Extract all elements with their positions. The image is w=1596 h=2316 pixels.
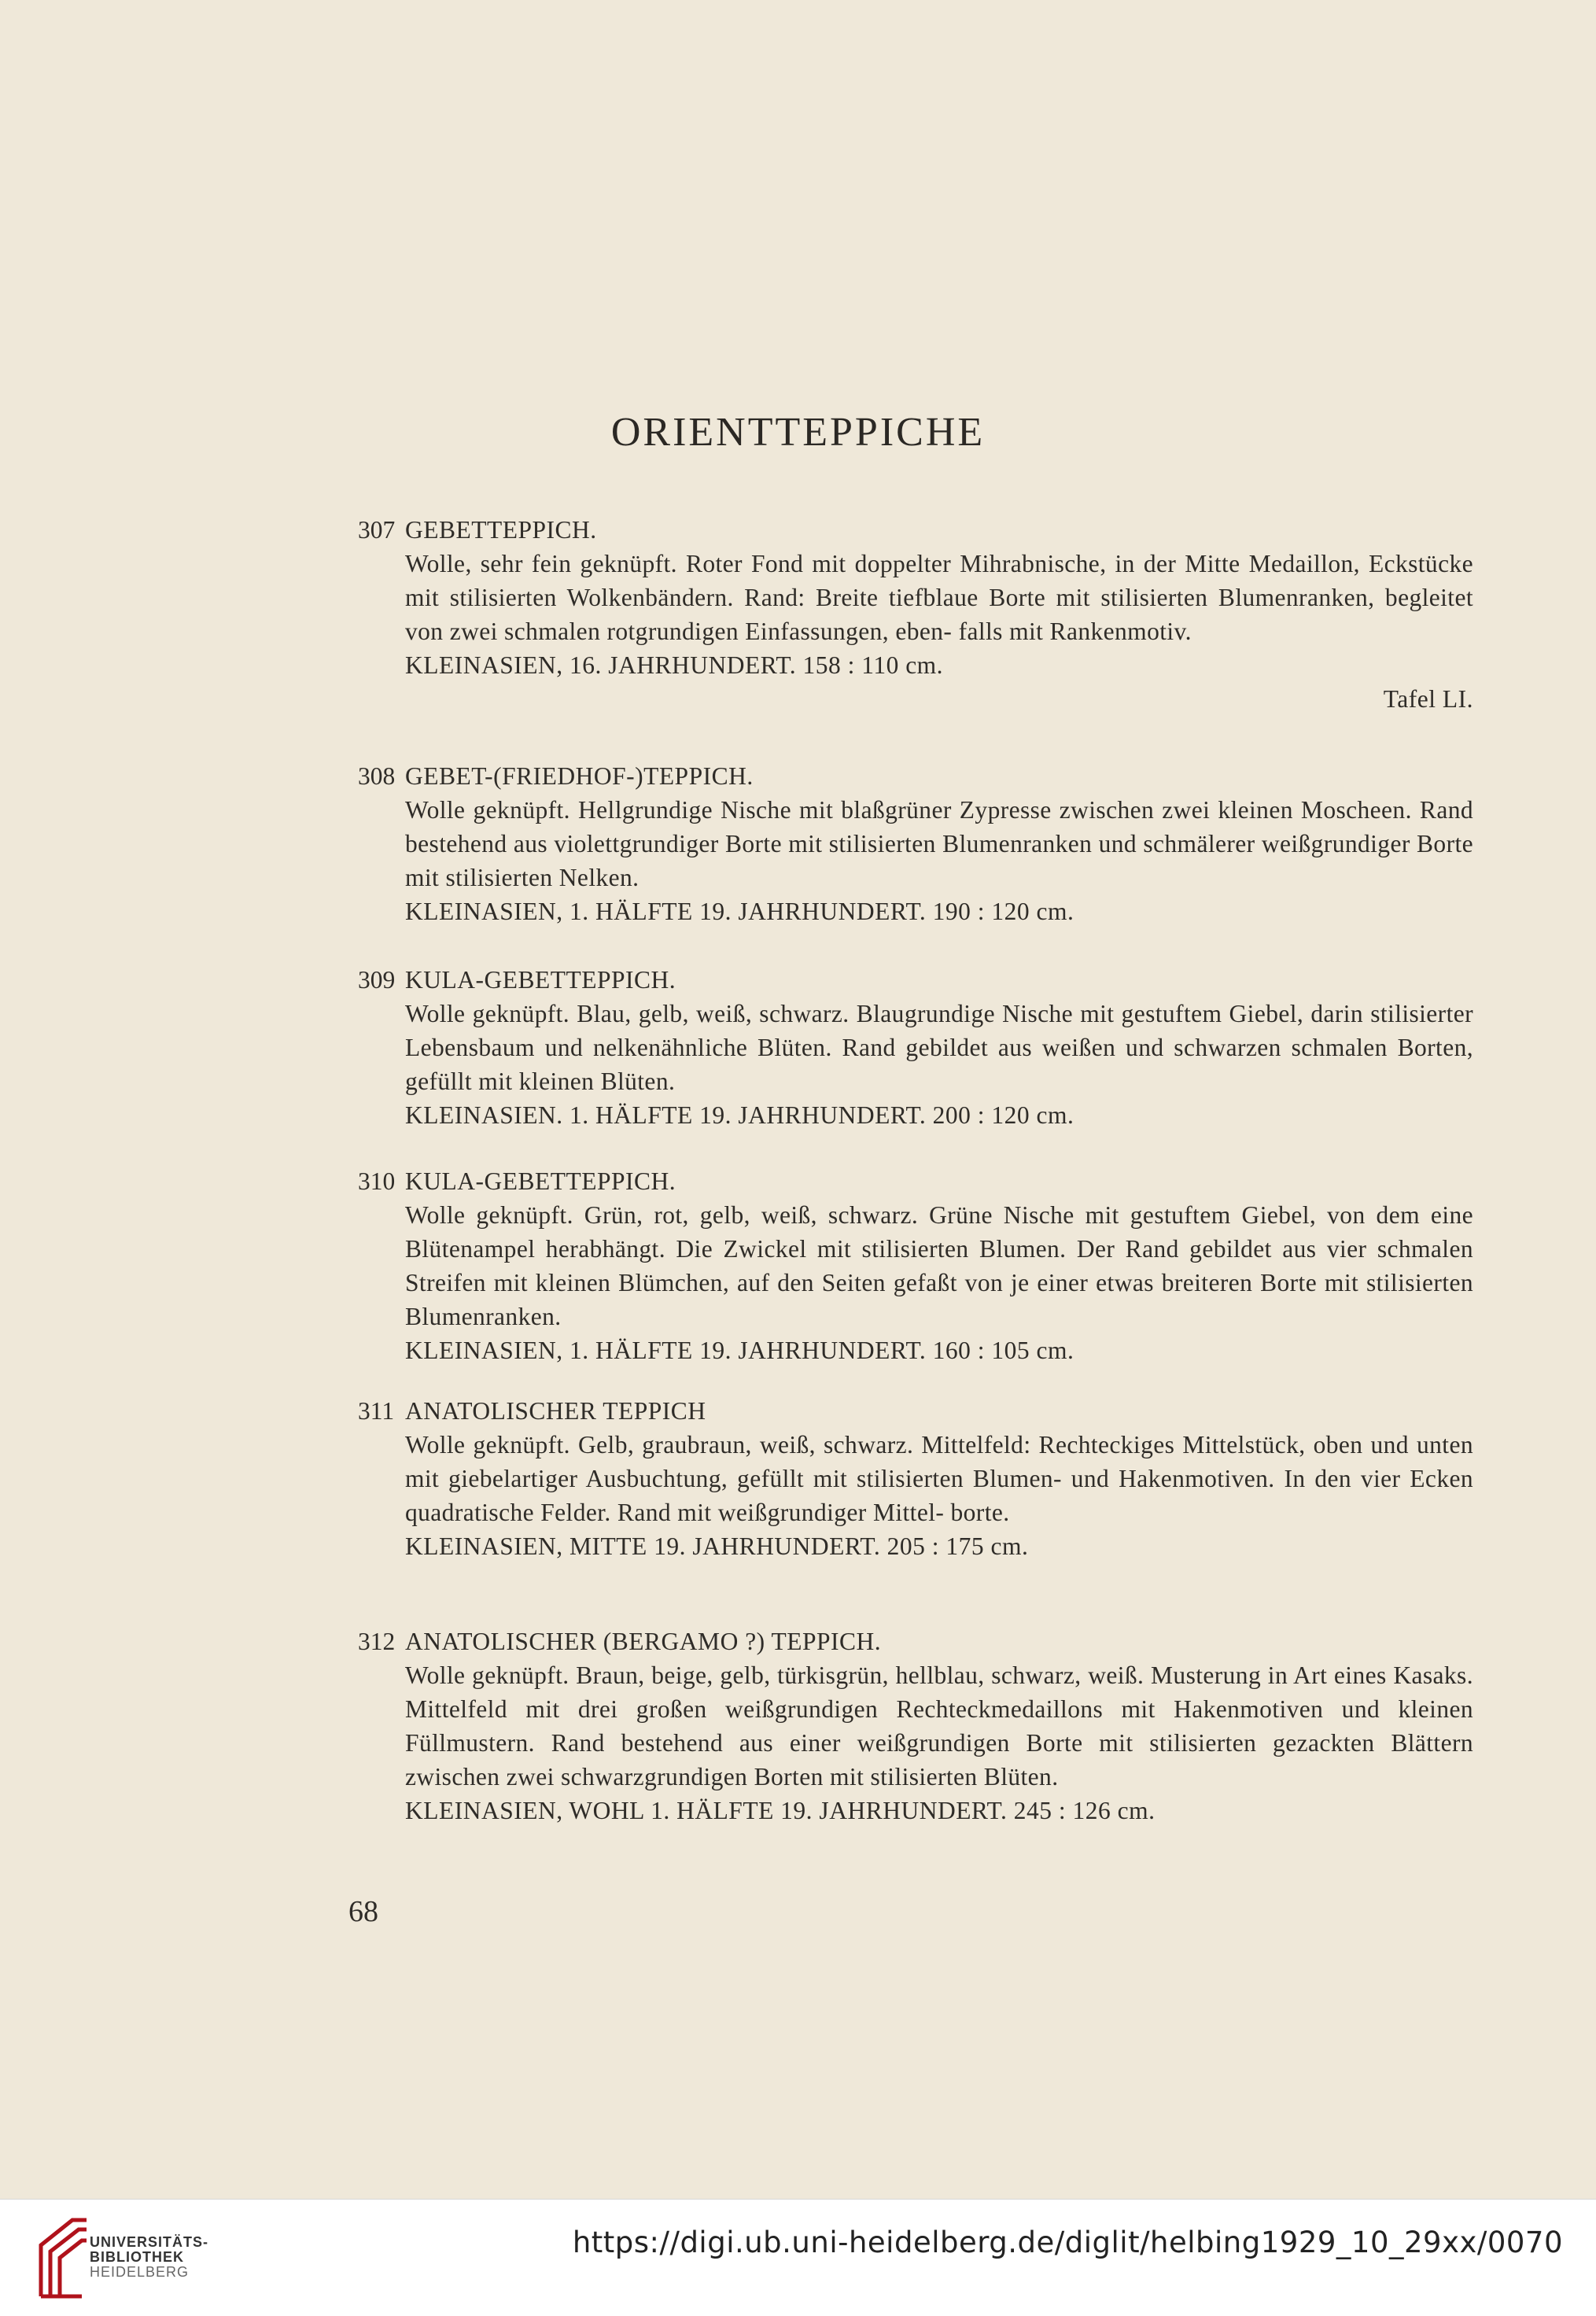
entry-origin: KLEINASIEN, 1. HÄLFTE 19. JAHRHUNDERT. 160 : 105 cm.: [405, 1337, 1074, 1364]
entry-heading: [358, 963, 1473, 997]
entry-number: 309: [358, 966, 396, 994]
entry-description: Wolle geknüpft. Gelb, graubraun, weiß, schwarz. Mittelfeld: Rechteckiges Mittelstück, oben und unten mit giebelartiger Ausbuchtung, gefüllt mit stilisierten Blumen- und Hakenmotiven. In den vier Ecken quadratische Felder. Rand mit weißgrundiger Mittel- borte.: [405, 1431, 1473, 1526]
entry-origin: KLEINASIEN, MITTE 19. JAHRHUNDERT. 205 : 175 cm.: [405, 1532, 1029, 1560]
entry-number: 308: [358, 762, 396, 790]
entry-origin: KLEINASIEN, 1. HÄLFTE 19. JAHRHUNDERT. 190 : 120 cm.: [405, 898, 1074, 925]
page-title: ORIENTTEPPICHE: [610, 410, 986, 455]
catalog-entry: [358, 513, 1473, 716]
catalog-entry: [358, 963, 1473, 1132]
entry-title: KULA-GEBETTEPPICH.: [405, 966, 676, 994]
entry-description: Wolle geknüpft. Braun, beige, gelb, türkisgrün, hellblau, schwarz, weiß. Musterung in Art eines Kasaks. Mittelfeld mit drei großen weißgrundigen Rechteckmedaillons mit Hakenmotiven und kleinen Füllmustern. Rand bestehend aus einer weißgrundigen Borte mit stilisierten gezackten Blättern zwischen zwei schwarzgrundigen Borten mit stilisierten Blüten.: [405, 1661, 1473, 1790]
library-name-line: BIBLIOTHEK: [90, 2249, 184, 2265]
viewer-footer: [0, 2199, 1596, 2316]
entry-title: ANATOLISCHER (BERGAMO ?) TEPPICH.: [405, 1628, 882, 1655]
entry-description: Wolle geknüpft. Blau, gelb, weiß, schwarz. Blaugrundige Nische mit gestuftem Giebel, darin stilisierter Lebensbaum und nelkenähnliche Blüten. Rand gebildet aus weißen und schwarzen schmalen Borten, gefüllt mit kleinen Blüten.: [405, 1000, 1473, 1095]
entry-heading: [358, 1394, 1473, 1428]
entry-origin: KLEINASIEN, WOHL 1. HÄLFTE 19. JAHRHUNDERT. 245 : 126 cm.: [405, 1797, 1156, 1824]
entry-title: GEBETTEPPICH.: [405, 516, 597, 544]
catalog-entry: [358, 759, 1473, 928]
entry-title: GEBET-(FRIEDHOF-)TEPPICH.: [405, 762, 754, 790]
page-number: 68: [348, 1895, 378, 1928]
catalog-entry: [358, 1164, 1473, 1367]
catalog-entry: [358, 1625, 1473, 1827]
entry-plate: Tafel LI.: [1383, 685, 1473, 713]
library-name-line: UNIVERSITÄTS-: [90, 2234, 209, 2250]
entry-title: KULA-GEBETTEPPICH.: [405, 1167, 676, 1195]
library-name-line: HEIDELBERG: [90, 2264, 190, 2280]
entry-heading: [358, 1164, 1473, 1198]
entry-heading: [358, 513, 1473, 547]
entry-number: 312: [358, 1628, 396, 1655]
entry-description: Wolle geknüpft. Hellgrundige Nische mit blaßgrüner Zypresse zwischen zwei kleinen Moscheen. Rand bestehend aus violettgrundiger Borte mit stilisierten Blumenranken und schmälerer weißgrundiger Borte mit stilisierten Nelken.: [405, 796, 1473, 891]
entry-title: ANATOLISCHER TEPPICH: [405, 1397, 706, 1425]
permalink-url[interactable]: https://digi.ub.uni-heidelberg.de/diglit/helbing1929_10_29xx/0070: [572, 2226, 1563, 2259]
entry-heading: [358, 759, 1473, 793]
catalog-entry: [358, 1394, 1473, 1563]
entry-number: 311: [358, 1397, 395, 1425]
entry-number: 310: [358, 1167, 396, 1195]
entry-number: 307: [358, 516, 396, 544]
entry-description: Wolle, sehr fein geknüpft. Roter Fond mit doppelter Mihrabnische, in der Mitte Medaillon, Eckstücke mit stilisierten Wolkenbändern. Rand: Breite tiefblaue Borte mit stilisierten Blumenranken, begleitet von zwei schmalen rotgrundigen Einfassungen, eben- falls mit Rankenmotiv.: [405, 550, 1473, 645]
entry-origin: KLEINASIEN, 16. JAHRHUNDERT. 158 : 110 cm.: [405, 651, 944, 679]
library-logo-icon[interactable]: [35, 2214, 91, 2300]
entry-description: Wolle geknüpft. Grün, rot, gelb, weiß, schwarz. Grüne Nische mit gestuftem Giebel, von dem eine Blütenampel herabhängt. Die Zwickel mit stilisierten Blumen. Der Rand gebildet aus vier schmalen Streifen mit kleinen Blümchen, auf den Seiten gefaßt von je einer etwas breiteren Borte mit stilisierten Blumenranken.: [405, 1201, 1473, 1330]
entry-origin: KLEINASIEN. 1. HÄLFTE 19. JAHRHUNDERT. 200 : 120 cm.: [405, 1101, 1074, 1129]
entry-heading: [358, 1625, 1473, 1658]
library-name[interactable]: [90, 2235, 208, 2280]
